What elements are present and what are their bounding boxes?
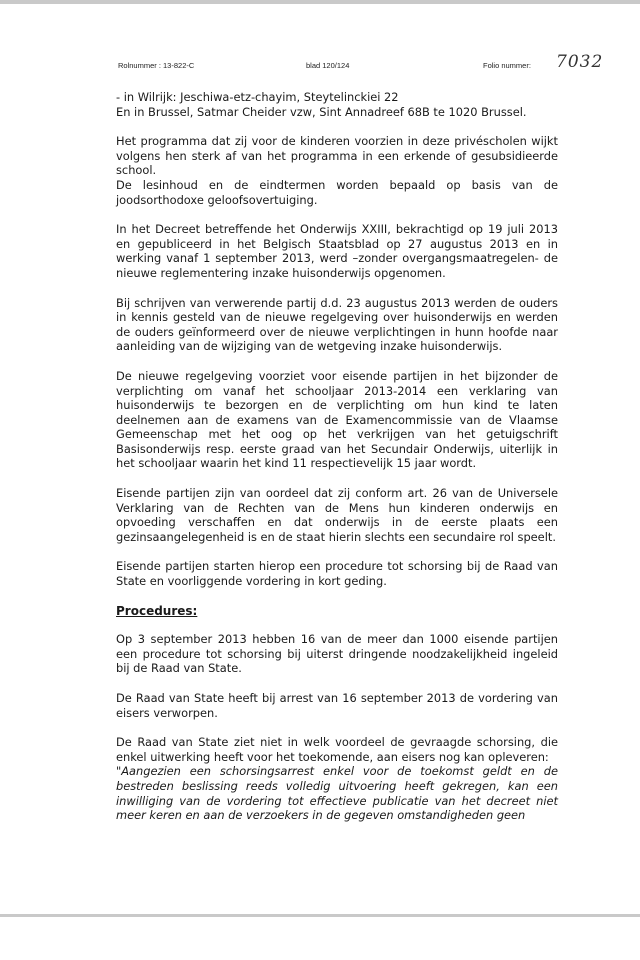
- paragraph: De Raad van State heeft bij arrest van 16 september 2013 de vordering van eisers verworpen.: [116, 691, 558, 720]
- paragraph: In het Decreet betreffende het Onderwijs XXIII, bekrachtigd op 19 juli 2013 en gepubliceerd in het Belgisch Staatsblad op 27 augustus 2013 en in werking vanaf 1 september 2013, werd –zonder overgangsmaatregelen- de nieuwe reglementering inzake huisonderwijs opgenomen.: [116, 222, 558, 280]
- folio-label: Folio nummer:: [483, 61, 531, 70]
- folio-number-handwritten: 7032: [556, 52, 604, 72]
- paragraph: Het programma dat zij voor de kinderen voorzien in deze privéscholen wijkt volgens hen sterk af van het programma in een erkende of gesubsidieerde school.: [116, 134, 558, 178]
- paragraph: De lesinhoud en de eindtermen worden bepaald op basis van de joodsorthodoxe geloofsovertuiging.: [116, 177, 558, 207]
- paragraph: Eisende partijen zijn van oordeel dat zij conform art. 26 van de Universele Verklaring van de Rechten van de Mens hun kinderen onderwijs en opvoeding verschaffen en dat onderwijs in de eerste plaats een gezinsaangelegenheid is en de staat hierin slechts een secundaire rol speelt.: [116, 486, 558, 544]
- roll-number: Rolnummer : 13-822-C: [118, 61, 195, 70]
- quote: "Aangezien een schorsingsarrest enkel voor de toekomst geldt en de bestreden beslissing reeds volledig uitvoering heeft gekregen, kan een inwilliging van de vordering tot effectieve publicatie van het decreet niet meer keren en aan de verzoekers in de gegeven omstandigheden geen: [116, 764, 558, 823]
- paragraph: Bij schrijven van verwerende partij d.d. 23 augustus 2013 werden de ouders in kennis gesteld van de nieuwe regelgeving over huisonderwijs en werden de ouders geïnformeerd over de nieuwe verplichtingen in hunn hoofde naar aanleiding van de wijziging van de wetgeving inzake huisonderwijs.: [116, 295, 558, 354]
- address-line: - in Wilrijk: Jeschiwa-etz-chayim, Steytelinckiei 22: [116, 90, 399, 104]
- address-line: En in Brussel, Satmar Cheider vzw, Sint Annadreef 68B te 1020 Brussel.: [116, 104, 527, 119]
- paragraph: De Raad van State ziet niet in welk voordeel de gevraagde schorsing, die enkel uitwerking heeft voor het toekomende, aan eisers nog kan opleveren:: [116, 735, 558, 764]
- paragraph: Eisende partijen starten hierop een procedure tot schorsing bij de Raad van State en voorliggende vordering in kort geding.: [116, 559, 558, 589]
- document-body: [116, 90, 558, 823]
- bottom-divider: [0, 914, 640, 917]
- top-divider: [0, 0, 640, 4]
- page-header: [0, 52, 640, 78]
- paragraph: Op 3 september 2013 hebben 16 van de meer dan 1000 eisende partijen een procedure tot schorsing bij uiterst dringende noodzakelijkheid ingeleid bij de Raad van State.: [116, 632, 558, 676]
- address-block: [116, 90, 558, 119]
- section-heading: Procedures:: [116, 603, 198, 618]
- paragraph: De nieuwe regelgeving voorziet voor eisende partijen in het bijzonder de verplichting om vanaf het schooljaar 2013-2014 een verklaring van huisonderwijs te bezorgen en de verplichting om hun kind te laten deelnemen aan de examens van de Examencommissie van de Vlaamse Gemeenschap met het oog op het verkrijgen van het getuigschrift Basisonderwijs resp. eerste graad van het Secundair Onderwijs, uiterlijk in het schooljaar waarin het kind 11 respectievelijk 15 jaar wordt.: [116, 368, 558, 471]
- page-number: blad 120/124: [306, 61, 350, 70]
